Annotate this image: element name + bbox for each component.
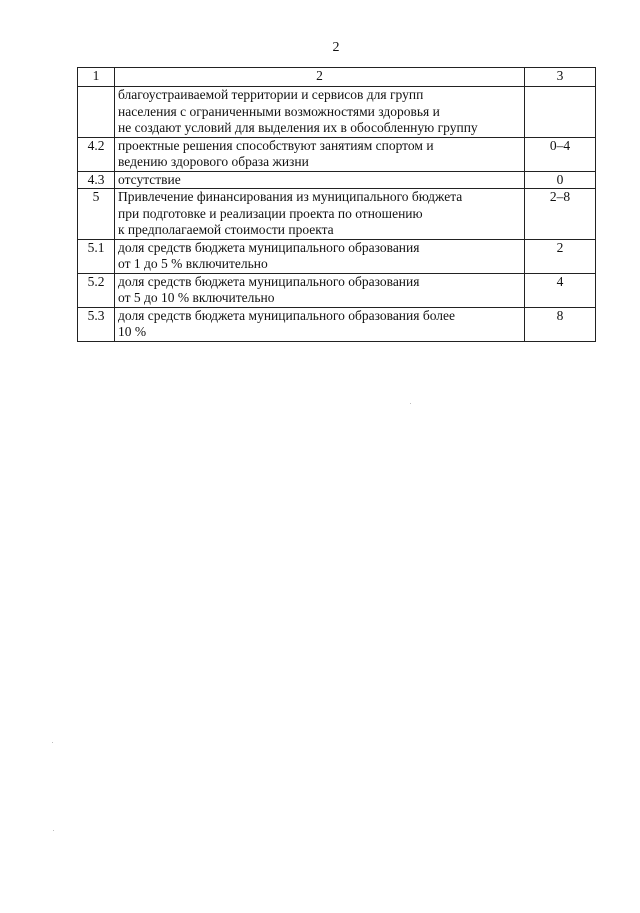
description-line: ведению здорового образа жизни	[118, 154, 309, 169]
header-cell: 2	[115, 68, 525, 87]
row-score: 4	[525, 273, 596, 307]
scan-speck	[410, 403, 411, 404]
row-score	[525, 87, 596, 138]
table-row	[78, 171, 596, 189]
row-number	[78, 87, 115, 138]
description-line: 10 %	[118, 324, 147, 339]
header-cell: 3	[525, 68, 596, 87]
description-line: от 5 до 10 % включительно	[118, 290, 275, 305]
row-description	[115, 137, 525, 171]
row-description	[115, 273, 525, 307]
row-description	[115, 171, 525, 189]
description-line: доля средств бюджета муниципального образования	[118, 239, 420, 255]
table-row	[78, 87, 596, 138]
page-number: 2	[332, 40, 340, 55]
description-line: отсутствие	[118, 171, 181, 187]
row-score: 8	[525, 307, 596, 341]
description-line: при подготовке и реализации проекта по отношению	[118, 205, 423, 221]
description-line: не создают условий для выделения их в обособленную группу	[118, 120, 478, 135]
table-row	[78, 137, 596, 171]
description-line: благоустраиваемой территории и сервисов для групп	[118, 87, 424, 102]
table-row	[78, 189, 596, 240]
table-row	[78, 307, 596, 341]
row-number: 5.3	[78, 307, 115, 341]
description-line: от 1 до 5 % включительно	[118, 256, 268, 271]
row-number: 4.2	[78, 137, 115, 171]
row-number: 5	[78, 189, 115, 240]
description-line: населения с ограниченными возможностями здоровья и	[118, 103, 440, 119]
row-number: 4.3	[78, 171, 115, 189]
description-line: доля средств бюджета муниципального образования	[118, 273, 420, 289]
row-score: 0	[525, 171, 596, 189]
table-row	[78, 273, 596, 307]
row-description	[115, 307, 525, 341]
row-number: 5.2	[78, 273, 115, 307]
row-score: 2–8	[525, 189, 596, 240]
row-score: 2	[525, 239, 596, 273]
row-number: 5.1	[78, 239, 115, 273]
scan-speck	[52, 742, 53, 743]
description-line: к предполагаемой стоимости проекта	[118, 222, 334, 237]
row-description	[115, 189, 525, 240]
criteria-table	[77, 67, 596, 342]
description-line: Привлечение финансирования из муниципального бюджета	[118, 189, 463, 204]
row-description	[115, 239, 525, 273]
row-score: 0–4	[525, 137, 596, 171]
row-description	[115, 87, 525, 138]
scan-speck	[53, 830, 54, 831]
table-row	[78, 239, 596, 273]
table-header-row	[78, 68, 596, 87]
description-line: доля средств бюджета муниципального образования более	[118, 307, 456, 323]
header-cell: 1	[78, 68, 115, 87]
description-line: проектные решения способствуют занятиям спортом и	[118, 137, 434, 153]
